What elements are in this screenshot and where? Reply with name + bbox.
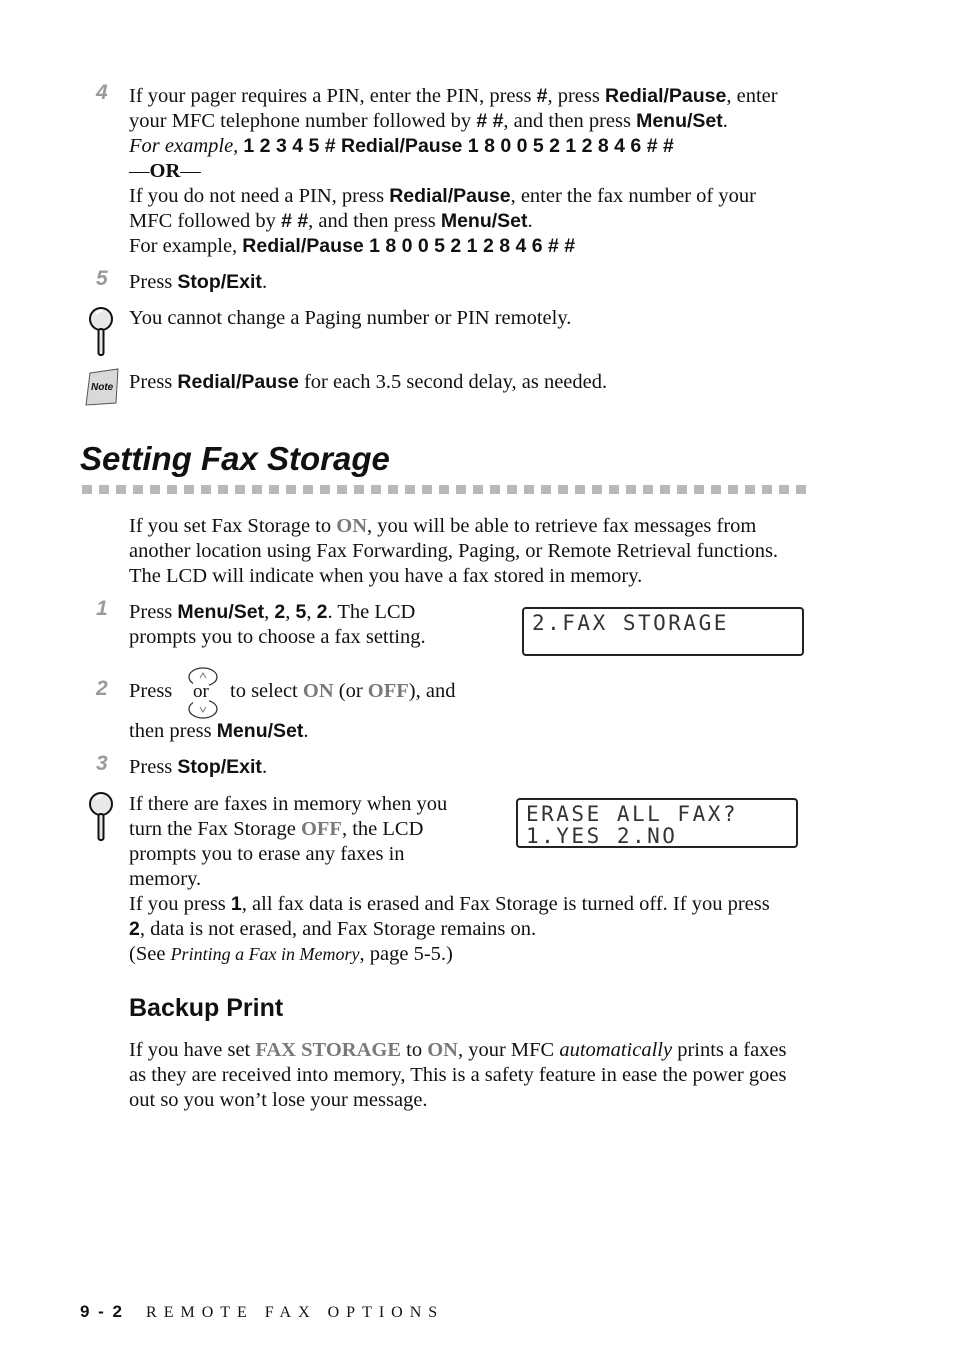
divider-square — [575, 485, 585, 494]
s3-line: Press Stop/Exit. — [129, 756, 268, 778]
divider-square — [507, 485, 517, 494]
or-label: or — [193, 681, 209, 702]
s2-line2: then press Menu/Set. — [129, 720, 309, 742]
divider-square — [82, 485, 92, 494]
step4-line6: MFC followed by # #, and then press Menu/Set. — [129, 210, 533, 232]
step4-line7: For example, Redial/Pause 1 8 0 0 5 2 1 2 8 4 6 # # — [129, 235, 576, 257]
lightbulb-tip-icon — [88, 791, 114, 843]
intro-line2: another location using Fax Forwarding, Paging, or Remote Retrieval functions. — [129, 540, 779, 562]
divider-square — [235, 485, 245, 494]
divider-square — [303, 485, 313, 494]
step-number: 5 — [96, 267, 108, 290]
step4-line3: For example, 1 2 3 4 5 # Redial/Pause 1 8 0 0 5 2 1 2 8 4 6 # # — [129, 135, 674, 157]
tip2-line2: turn the Fax Storage OFF, the LCD — [129, 818, 424, 840]
divider-square — [694, 485, 704, 494]
tip2-line3: prompts you to erase any faxes in — [129, 843, 405, 865]
divider-square — [660, 485, 670, 494]
intro-line3: The LCD will indicate when you have a fax stored in memory. — [129, 565, 643, 587]
divider-square — [524, 485, 534, 494]
divider-square — [320, 485, 330, 494]
backup-line2: as they are received into memory, This is a safety feature in ease the power goes — [129, 1064, 787, 1086]
divider-square — [388, 485, 398, 494]
divider-square — [711, 485, 721, 494]
divider-square — [796, 485, 806, 494]
note-icon — [84, 367, 122, 407]
divider-square — [354, 485, 364, 494]
divider-square — [762, 485, 772, 494]
divider-square — [745, 485, 755, 494]
backup-line1: If you have set FAX STORAGE to ON, your MFC automatically prints a faxes — [129, 1039, 787, 1061]
section-divider — [82, 485, 822, 494]
page-number: 9 - 2 — [80, 1302, 125, 1321]
divider-square — [99, 485, 109, 494]
tip-text: You cannot change a Paging number or PIN remotely. — [129, 307, 572, 329]
lcd-text: 2.FAX STORAGE — [532, 611, 729, 635]
lcd-line2: 1.YES 2.NO — [526, 824, 678, 848]
divider-square — [728, 485, 738, 494]
tip2-line4: memory. — [129, 868, 202, 890]
divider-square — [116, 485, 126, 494]
divider-square — [439, 485, 449, 494]
divider-square — [490, 485, 500, 494]
lcd-display — [522, 607, 804, 656]
step4-line2: your MFC telephone number followed by # #, and then press Menu/Set. — [129, 110, 728, 132]
backup-line3: out so you won’t lose your message. — [129, 1089, 428, 1111]
step-number: 2 — [96, 677, 108, 700]
divider-square — [269, 485, 279, 494]
intro-line1: If you set Fax Storage to ON, you will be able to retrieve fax messages from — [129, 515, 757, 537]
tip2-line1: If there are faxes in memory when you — [129, 793, 448, 815]
divider-square — [677, 485, 687, 494]
step-number: 4 — [96, 81, 108, 104]
divider-square — [456, 485, 466, 494]
step4-line4: —OR— — [129, 160, 201, 182]
step-number: 1 — [96, 597, 108, 620]
divider-square — [779, 485, 789, 494]
lightbulb-tip-icon — [88, 306, 114, 358]
divider-square — [286, 485, 296, 494]
divider-square — [558, 485, 568, 494]
s1-line2: prompts you to choose a fax setting. — [129, 626, 426, 648]
step5-line: Press Stop/Exit. — [129, 271, 268, 293]
subsection-title: Backup Print — [129, 994, 284, 1022]
page-footer — [80, 1300, 444, 1323]
divider-square — [592, 485, 602, 494]
divider-square — [422, 485, 432, 494]
divider-square — [541, 485, 551, 494]
step4-line1: If your pager requires a PIN, enter the PIN, press #, press Redial/Pause, enter — [129, 85, 778, 107]
divider-square — [473, 485, 483, 494]
note-icon-label: Note — [91, 382, 114, 393]
divider-square — [609, 485, 619, 494]
divider-square — [133, 485, 143, 494]
lcd-display — [516, 798, 798, 848]
divider-square — [184, 485, 194, 494]
section-title: Setting Fax Storage — [80, 440, 390, 477]
step-number: 3 — [96, 752, 108, 775]
step4-line5: If you do not need a PIN, press Redial/Pause, enter the fax number of your — [129, 185, 756, 207]
divider-square — [150, 485, 160, 494]
s2-line1: Press — [129, 680, 173, 702]
tip2-line7: (See Printing a Fax in Memory, page 5-5.) — [129, 943, 453, 965]
lcd-line1: ERASE ALL FAX? — [526, 802, 739, 826]
note-text: Press Redial/Pause for each 3.5 second delay, as needed. — [129, 371, 608, 393]
divider-square — [218, 485, 228, 494]
divider-square — [252, 485, 262, 494]
footer-section-name: REMOTE FAX OPTIONS — [146, 1304, 445, 1321]
tip2-line6: 2, data is not erased, and Fax Storage remains on. — [129, 918, 537, 940]
s2-line1b: to select ON (or OFF), and — [230, 680, 456, 702]
divider-square — [337, 485, 347, 494]
divider-square — [201, 485, 211, 494]
divider-square — [643, 485, 653, 494]
divider-square — [626, 485, 636, 494]
divider-square — [371, 485, 381, 494]
s1-line1: Press Menu/Set, 2, 5, 2. The LCD — [129, 601, 416, 623]
divider-square — [405, 485, 415, 494]
divider-square — [167, 485, 177, 494]
tip2-line5: If you press 1, all fax data is erased and Fax Storage is turned off. If you press — [129, 893, 770, 915]
